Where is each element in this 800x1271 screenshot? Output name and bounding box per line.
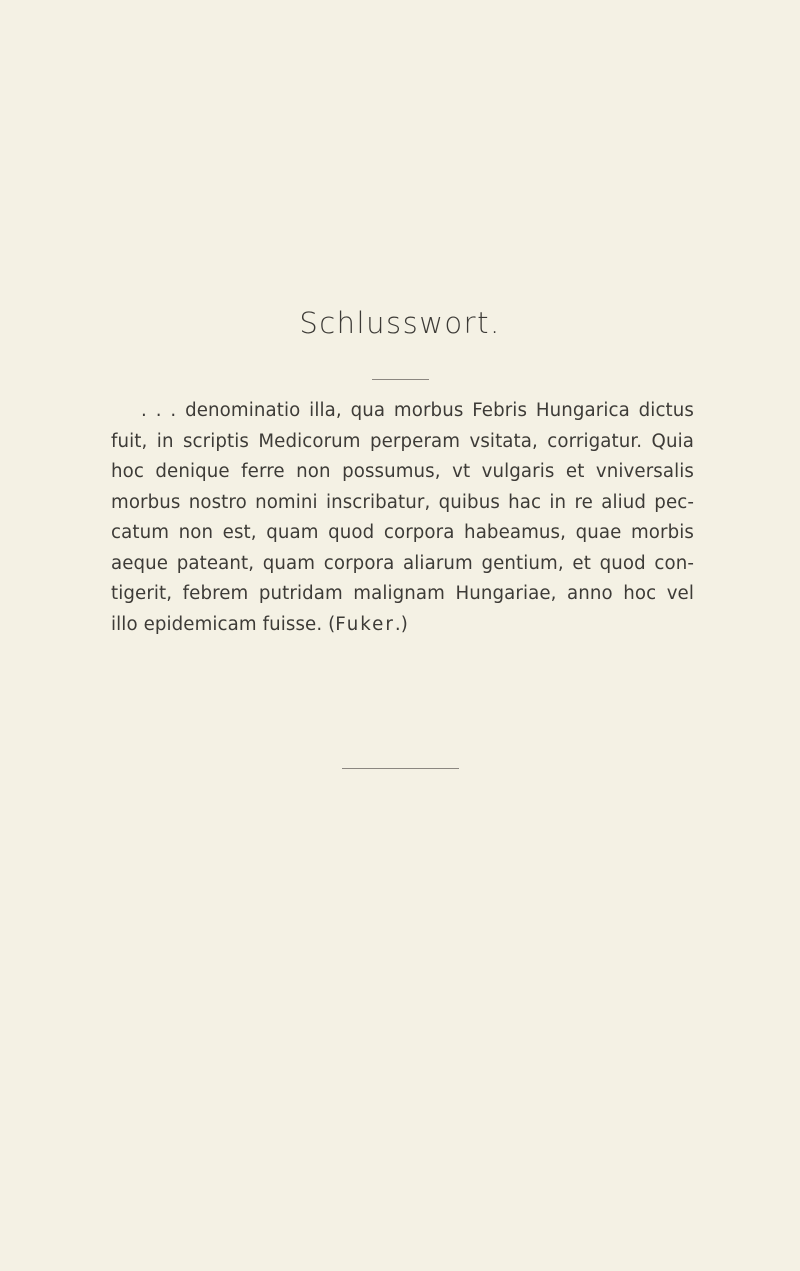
bottom-divider <box>342 768 459 769</box>
paragraph-text: . . . denominatio illa, qua morbus Febris Hungarica dictus fuit, in scriptis Medicorum perperam vsitata, corrigatur. Quia hoc denique ferre non possumus, vt vulgaris et vniversalis morbus nostro nomini inscribatur, quibus hac in re aliud pec-catum non est, quam quod corpora habeamus, quae morbis aeque pateant, quam corpora aliarum gentium, et quod con-tigerit, febrem putridam malignam Hungariae, anno hoc vel illo epidemicam fuisse. ( <box>111 400 694 635</box>
top-divider <box>372 379 429 380</box>
paragraph-end: .) <box>394 613 408 635</box>
section-heading: Schlusswort. <box>299 306 501 340</box>
author-name: Fuker <box>335 613 395 635</box>
closing-paragraph <box>111 396 694 640</box>
